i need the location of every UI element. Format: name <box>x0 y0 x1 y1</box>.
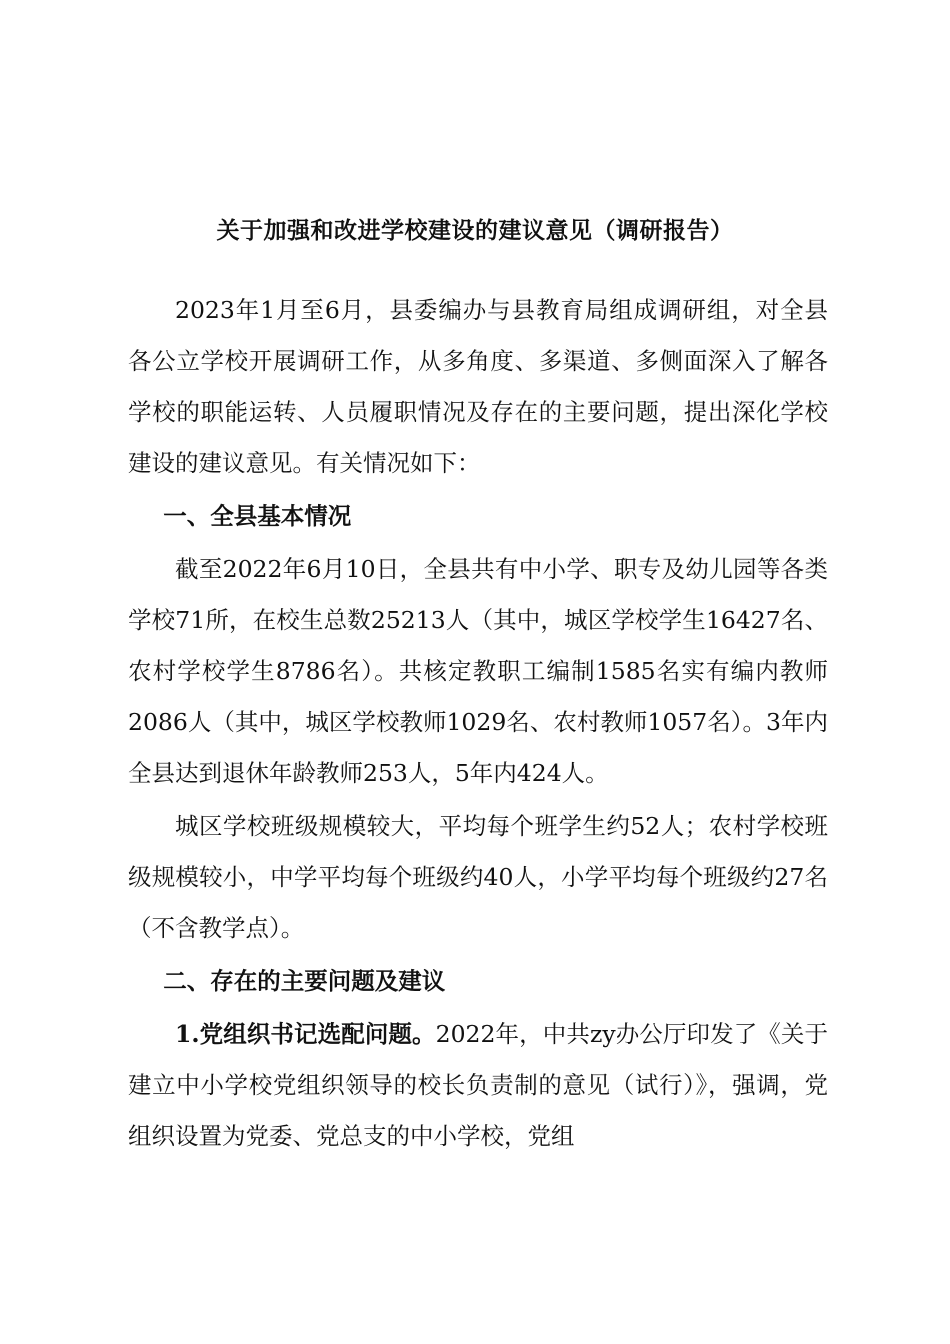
basic-situation-paragraph: 截至2022年6月10日，全县共有中小学、职专及幼儿园等各类学校71所，在校生总数25213人（其中，城区学校学生16427名、农村学校学生8786名）。共核定教职工编制1585名实有编内教师2086人（其中，城区学校教师1029名、农村教师1057名）。3年内全县达到退休年龄教师253人，5年内424人。 <box>128 555 828 787</box>
document-body <box>128 285 828 1162</box>
section-heading-problems: 二、存在的主要问题及建议 <box>163 967 446 995</box>
intro-paragraph: 2023年1月至6月，县委编办与县教育局组成调研组，对全县各公立学校开展调研工作，从多角度、多渠道、多侧面深入了解各学校的职能运转、人员履职情况及存在的主要问题，提出深化学校建设的建议意见。有关情况如下： <box>128 296 828 477</box>
problem-item-1 <box>128 1009 828 1162</box>
document-title: 关于加强和改进学校建设的建议意见（调研报告） <box>216 217 734 244</box>
problem-item-1-text: 2022年，中共zy办公厅印发了《关于建立中小学校党组织领导的校长负责制的意见（试行）》，强调，党组织设置为党委、党总支的中小学校，党组 <box>128 1020 828 1150</box>
problem-item-1-label: 1.党组织书记选配问题。 <box>175 1020 436 1048</box>
section-heading-basic-situation: 一、全县基本情况 <box>163 502 352 530</box>
class-size-paragraph: 城区学校班级规模较大，平均每个班学生约52人；农村学校班级规模较小，中学平均每个班级约40人，小学平均每个班级约27名（不含教学点）。 <box>128 812 828 942</box>
